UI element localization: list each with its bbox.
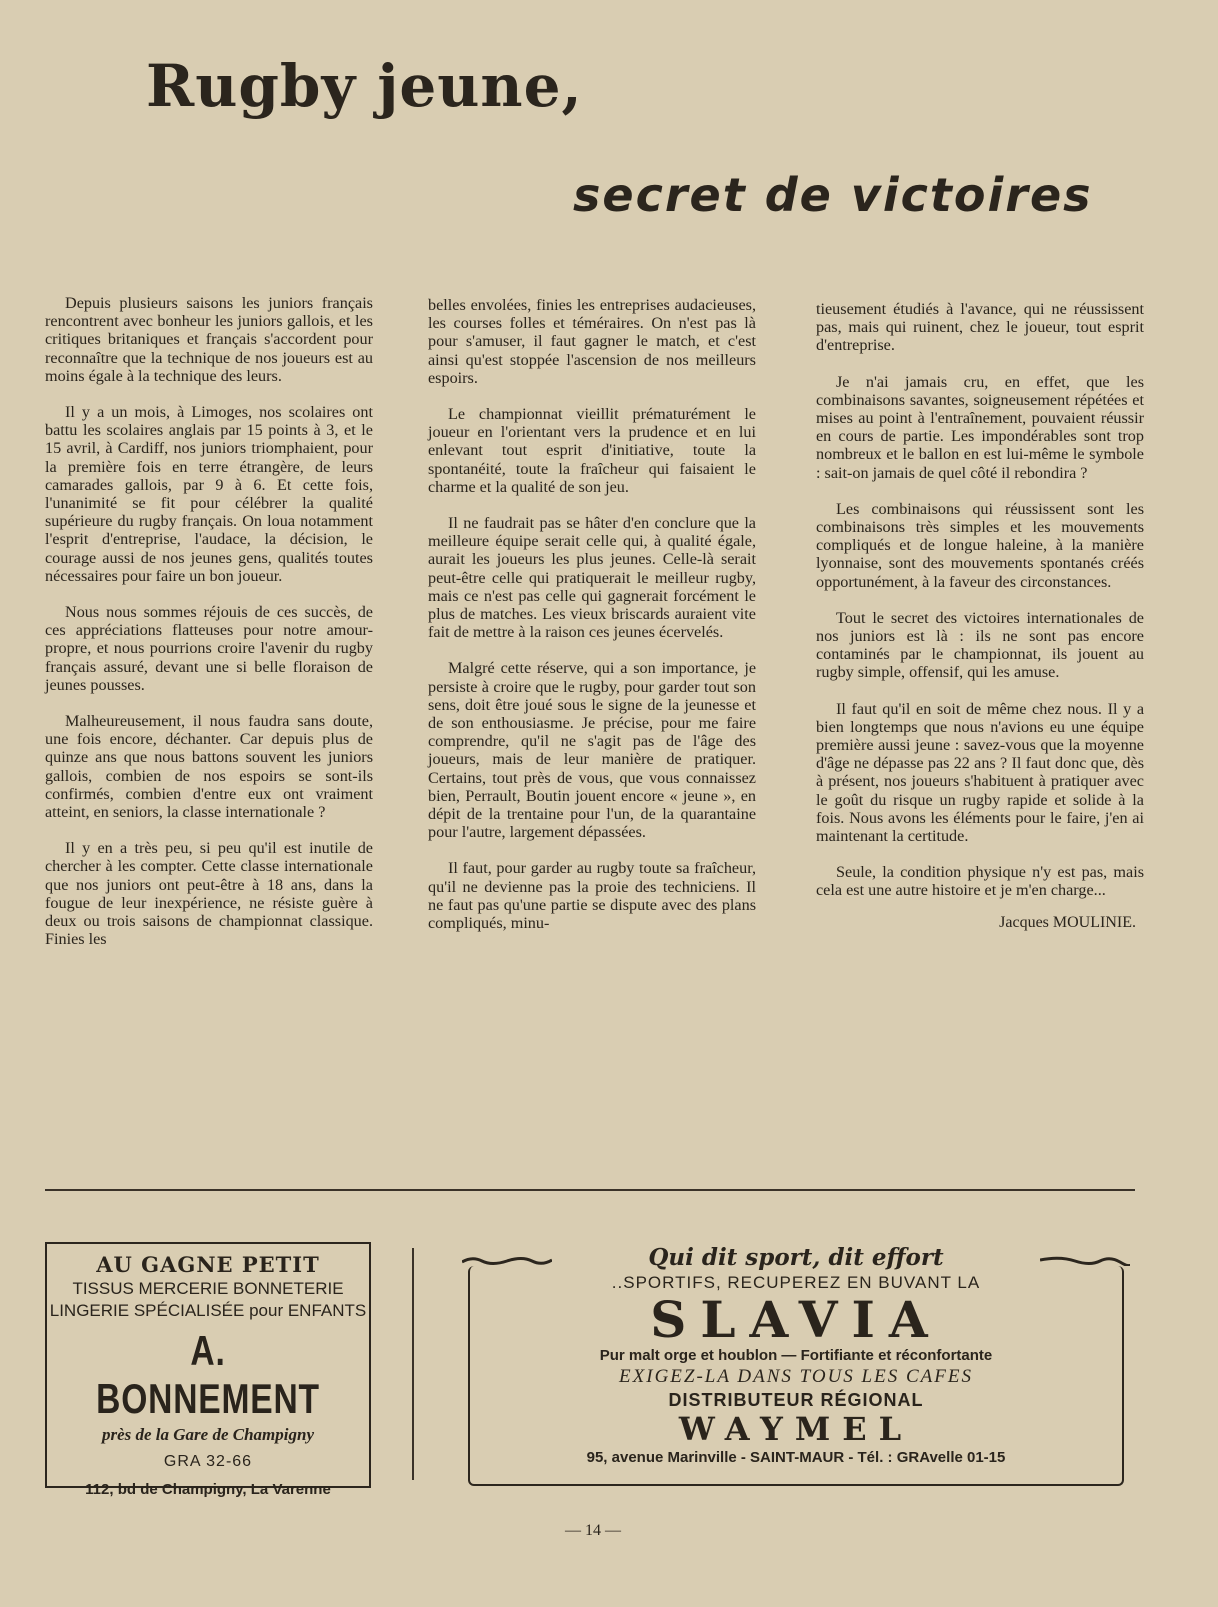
article-paragraph: Je n'ai jamais cru, en effet, que les combinaisons savantes, soigneusement répétées et mises au point à l'entraînement, pouvaient réussir en cours de partie. Les impondérables sont trop nombreux et le ballon en est lui-même le symbole : sait-on jamais de quel côté il rebondira ?: [816, 372, 1144, 482]
article-paragraph: Malheureusement, il nous faudra sans doute, une fois encore, déchanter. Car depuis plus de quinze ans que nous battons souvent les juniors gallois, combien de nos espoirs se sont-ils confirmés, combien d'entre eux ont vraiment atteint, en seniors, la classe internationale ?: [45, 712, 373, 822]
ad-shop-name: AU GAGNE PETIT: [96, 1252, 320, 1277]
advertisement-slavia: [462, 1244, 1130, 1490]
article-column-3-body: [816, 300, 1144, 900]
ad-divider: [412, 1248, 414, 1480]
ad-slogan: Qui dit sport, dit effort: [648, 1244, 944, 1271]
ad-demand: EXIGEZ-LA DANS TOUS LES CAFES: [619, 1366, 973, 1387]
divider-rule: [45, 1189, 1135, 1191]
article-paragraph: Il faut qu'il en soit de même chez nous. Il y a bien longtemps que nous n'avions eu une équipe première aussi jeune : savez-vous que la moyenne d'âge ne dépasse pas 22 ans ? Il faut donc que, dès à présent, nos joueurs s'habituent à pratiquer avec le goût du risque un rugby rapide et solide à la fois. Nous avons les éléments pour le faire, j'en ai maintenant la certitude.: [816, 699, 1144, 846]
article-paragraph: tieusement étudiés à l'avance, qui ne réussissent pas, mais qui ruinent, chez le joueur, tout esprit d'entreprise.: [816, 300, 1144, 355]
ad-goods-line-1: TISSUS MERCERIE BONNETERIE: [72, 1279, 344, 1298]
article-subtitle: secret de victoires: [573, 168, 1093, 222]
author-signature: Jacques MOULINIE.: [999, 913, 1136, 931]
article-paragraph: Nous nous sommes réjouis de ces succès, de ces appréciations flatteuses pour notre amour-propre, et nous pourrions croire l'avenir du rugby français assuré, devant une si belle floraison de jeunes pousses.: [45, 603, 373, 694]
article-paragraph: Le championnat vieillit prématurément le joueur en l'orientant vers la prudence et en lui enlevant tout esprit d'initiative, toute la spontanéité, toute la fraîcheur qui faisaient le charme et la qualité de son jeu.: [428, 405, 756, 496]
article-paragraph: Il y a un mois, à Limoges, nos scolaires ont battu les scolaires anglais par 15 points à 3, et le 15 avril, à Cardiff, nos juniors triomphaient, pour la première fois en terre étrangère, de leurs camarades gallois, par 9 à 6. Et cette fois, l'unanimité se fit pour célébrer la qualité supérieure du rugby français. On loua notamment l'esprit d'entreprise, l'audace, la décision, le courage aussi de nos jeunes gens, qualités toutes nécessaires pour faire un bon joueur.: [45, 403, 373, 585]
ad-phone: GRA 32-66: [163, 1453, 253, 1470]
ad-distributor-name: WAYMEL: [678, 1410, 914, 1448]
ad-distributor-label: DISTRIBUTEUR RÉGIONAL: [668, 1390, 924, 1410]
article-column-3: [816, 300, 1144, 932]
ad-goods-line-2: LINGERIE SPÉCIALISÉE pour ENFANTS: [49, 1301, 367, 1320]
article-column-1: [45, 294, 373, 967]
ad-brand: SLAVIA: [650, 1290, 942, 1349]
page-number: — 14 —: [565, 1522, 621, 1539]
ad-contact: 95, avenue Marinville - SAINT-MAUR - Tél. : GRAvelle 01-15: [586, 1449, 1006, 1466]
ad-owner-name: A. BONNEMENT: [96, 1327, 320, 1422]
article-paragraph: Tout le secret des victoires internationales de nos juniors est là : ils ne sont pas encore contaminés par le championnat, ils jouent au rugby simple, offensif, qui les amuse.: [816, 608, 1144, 682]
article-paragraph: Depuis plusieurs saisons les juniors français rencontrent avec bonheur les juniors gallois, et les critiques britaniques et français s'accordent pour reconnaître que la technique de nos joueurs est au moins égale à la technique des leurs.: [45, 294, 373, 385]
ad-call-to-action: ..SPORTIFS, RECUPEREZ EN BUVANT LA: [611, 1273, 981, 1292]
article-paragraph: Seule, la condition physique n'y est pas, mais cela est une autre histoire et je m'en charge...: [816, 863, 1144, 900]
article-paragraph: Il ne faudrait pas se hâter d'en conclure que la meilleure équipe serait celle qui, à qualité égale, aurait les joueurs les plus jeunes. Celle-là serait peut-être celle qui pratiquerait le meilleur rugby, mais ce n'est pas celle qui gagnerait forcément le plus de matches. Les vieux briscards auraient vite fait de mettre à la raison ces jeunes écervelés.: [428, 514, 756, 642]
article-column-2: [428, 296, 756, 950]
ad-location: près de la Gare de Champigny: [101, 1425, 315, 1444]
ad-tagline: Pur malt orge et houblon — Fortifiante et réconfortante: [599, 1347, 993, 1364]
article-paragraph: belles envolées, finies les entreprises audacieuses, les courses folles et téméraires. On n'est pas là pour s'amuser, il faut gagner le match, et c'est ainsi qu'est stoppée l'ascension de nos meilleurs espoirs.: [428, 296, 756, 387]
article-paragraph: Il y en a très peu, si peu qu'il est inutile de chercher à les compter. Cette classe internationale que nos juniors ont peut-être à 18 ans, dans la fougue de leur inexpérience, ne résiste guère à deux ou trois saisons de championnat classique. Finies les: [45, 839, 373, 949]
ad-address: 112, bd de Champigny, La Varenne: [85, 1481, 331, 1498]
advertisement-bonnement: [45, 1242, 371, 1498]
article-paragraph: Il faut, pour garder au rugby toute sa fraîcheur, qu'il ne devienne pas la proie des techniciens. Il ne faut pas qu'une partie se dispute avec des plans compliqués, minu-: [428, 859, 756, 933]
article-title: Rugby jeune,: [146, 52, 583, 120]
article-paragraph: Les combinaisons qui réussissent sont les combinaisons très simples et les mouvements compliqués et de longue haleine, à la manière lyonnaise, sont des mouvements spontanés créés opportunément, à la faveur des circonstances.: [816, 499, 1144, 591]
article-paragraph: Malgré cette réserve, qui a son importance, je persiste à croire que le rugby, pour garder tout son sens, doit être joué sous le signe de la jeunesse et de son enthousiasme. Je précise, pour me faire comprendre, qu'il ne s'agit pas de l'âge des joueurs, mais de leur manière de pratiquer. Certains, tout près de vous, que vous connaissez bien, Perrault, Boutin jouent encore « jeune », en dépit de la trentaine pour l'un, de la quarantaine pour l'autre, largement dépassées.: [428, 659, 756, 842]
